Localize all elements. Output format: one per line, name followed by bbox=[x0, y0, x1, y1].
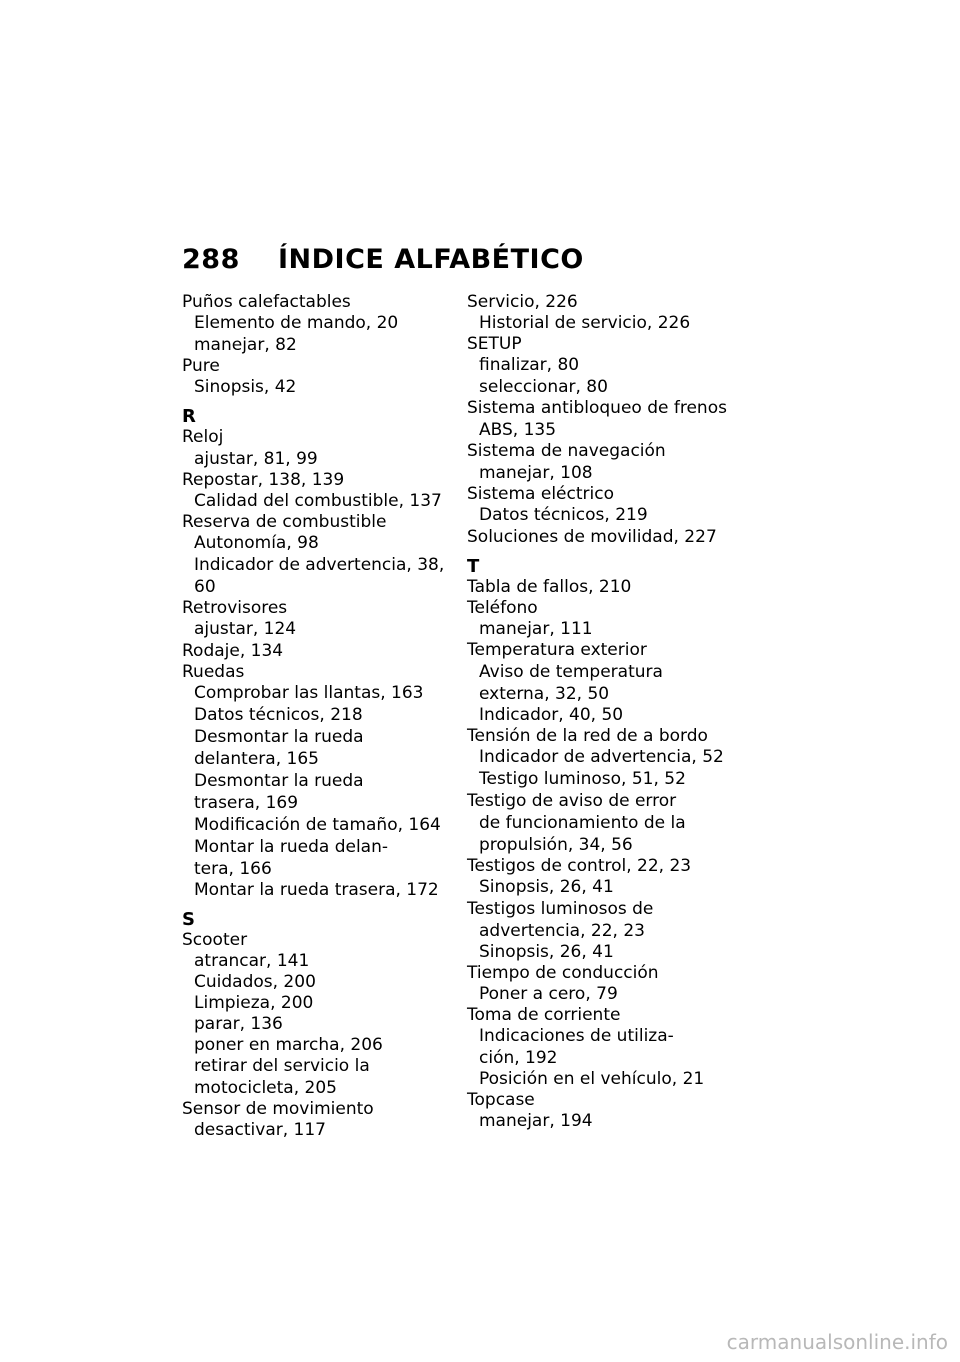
index-subentry: finalizar, 80 bbox=[479, 355, 580, 375]
index-subentry: parar, 136 bbox=[194, 1014, 283, 1034]
index-subentry: Datos técnicos, 219 bbox=[479, 505, 648, 525]
index-entry: Testigos de control, 22, 23 bbox=[467, 856, 692, 876]
index-entry: Reserva de combustible bbox=[182, 512, 387, 532]
index-subentry: externa, 32, 50 bbox=[479, 684, 610, 704]
index-subentry: Limpieza, 200 bbox=[194, 993, 314, 1013]
index-subentry: Sinopsis, 26, 41 bbox=[479, 877, 614, 897]
index-entry: Soluciones de movilidad, 227 bbox=[467, 527, 717, 547]
index-subentry: seleccionar, 80 bbox=[479, 377, 608, 397]
index-subentry: Sinopsis, 26, 41 bbox=[479, 942, 614, 962]
index-subentry: manejar, 111 bbox=[479, 619, 593, 639]
index-subentry: Autonomía, 98 bbox=[194, 533, 319, 553]
index-subentry: de funcionamiento de la bbox=[479, 813, 686, 833]
index-column-right bbox=[467, 292, 737, 1132]
index-entry: Rodaje, 134 bbox=[182, 641, 284, 661]
index-entry: Retrovisores bbox=[182, 598, 288, 618]
index-subentry: Indicador de advertencia, 52 bbox=[479, 747, 724, 767]
index-section-letter: R bbox=[182, 406, 196, 427]
index-subentry: retirar del servicio la bbox=[194, 1056, 370, 1076]
index-subentry: advertencia, 22, 23 bbox=[479, 921, 645, 941]
index-entry: Testigo de aviso de error bbox=[467, 791, 677, 811]
index-entry: SETUP bbox=[467, 334, 522, 354]
index-subentry: Desmontar la rueda bbox=[194, 771, 364, 791]
page-header bbox=[182, 244, 584, 275]
page-number: 288 bbox=[182, 244, 240, 275]
index-subentry: manejar, 194 bbox=[479, 1111, 593, 1131]
index-subentry: manejar, 108 bbox=[479, 463, 593, 483]
index-subentry: Indicaciones de utiliza- bbox=[479, 1026, 674, 1046]
index-entry: Toma de corriente bbox=[467, 1005, 621, 1025]
index-subentry: Modificación de tamaño, 164 bbox=[194, 815, 441, 835]
index-subentry: motocicleta, 205 bbox=[194, 1078, 337, 1098]
watermark: carmanualsonline.info bbox=[726, 1330, 948, 1354]
index-subentry: Aviso de temperatura bbox=[479, 662, 663, 682]
index-subentry: Sinopsis, 42 bbox=[194, 377, 297, 397]
index-entry: Repostar, 138, 139 bbox=[182, 470, 345, 490]
index-entry: Reloj bbox=[182, 427, 224, 447]
index-entry: Tiempo de conducción bbox=[467, 963, 659, 983]
index-entry: Ruedas bbox=[182, 662, 245, 682]
index-subentry: ajustar, 124 bbox=[194, 619, 297, 639]
index-subentry: Cuidados, 200 bbox=[194, 972, 316, 992]
index-subentry: propulsión, 34, 56 bbox=[479, 835, 633, 855]
index-subentry: Calidad del combustible, 137 bbox=[194, 491, 442, 511]
index-section-letter: S bbox=[182, 909, 195, 930]
index-subentry: trasera, 169 bbox=[194, 793, 299, 813]
index-subentry: Indicador de advertencia, 38, bbox=[194, 555, 445, 575]
index-subentry: manejar, 82 bbox=[194, 335, 297, 355]
index-subentry: Montar la rueda trasera, 172 bbox=[194, 880, 439, 900]
index-subentry: Testigo luminoso, 51, 52 bbox=[479, 769, 686, 789]
index-entry: Tabla de fallos, 210 bbox=[467, 577, 632, 597]
index-subentry: ABS, 135 bbox=[479, 420, 557, 440]
index-entry: Temperatura exterior bbox=[467, 640, 647, 660]
index-entry: Servicio, 226 bbox=[467, 292, 578, 312]
index-entry: Teléfono bbox=[467, 598, 538, 618]
index-section-letter: T bbox=[467, 556, 480, 577]
index-entry: Testigos luminosos de bbox=[467, 899, 654, 919]
index-entry: Tensión de la red de a bordo bbox=[467, 726, 708, 746]
index-subentry: ajustar, 81, 99 bbox=[194, 449, 318, 469]
index-subentry: Posición en el vehículo, 21 bbox=[479, 1069, 705, 1089]
index-entry: Topcase bbox=[467, 1090, 535, 1110]
index-subentry: tera, 166 bbox=[194, 859, 272, 879]
index-subentry: desactivar, 117 bbox=[194, 1120, 326, 1140]
index-subentry: delantera, 165 bbox=[194, 749, 319, 769]
index-subentry: Montar la rueda delan- bbox=[194, 837, 388, 857]
index-subentry: atrancar, 141 bbox=[194, 951, 310, 971]
index-subentry: Poner a cero, 79 bbox=[479, 984, 618, 1004]
index-entry: Puños calefactables bbox=[182, 292, 351, 312]
index-entry: Pure bbox=[182, 356, 220, 376]
index-subentry: Historial de servicio, 226 bbox=[479, 313, 691, 333]
index-subentry: 60 bbox=[194, 577, 216, 597]
index-entry: Sistema eléctrico bbox=[467, 484, 614, 504]
index-subentry: Desmontar la rueda bbox=[194, 727, 364, 747]
page-title: ÍNDICE ALFABÉTICO bbox=[278, 244, 584, 275]
index-entry: Sensor de movimiento bbox=[182, 1099, 374, 1119]
index-entry: Sistema de navegación bbox=[467, 441, 666, 461]
index-subentry: ción, 192 bbox=[479, 1048, 558, 1068]
index-subentry: poner en marcha, 206 bbox=[194, 1035, 383, 1055]
index-subentry: Indicador, 40, 50 bbox=[479, 705, 624, 725]
index-subentry: Elemento de mando, 20 bbox=[194, 313, 399, 333]
index-entry: Scooter bbox=[182, 930, 248, 950]
index-entry: Sistema antibloqueo de frenos bbox=[467, 398, 727, 418]
index-column-left bbox=[182, 292, 452, 1141]
index-subentry: Datos técnicos, 218 bbox=[194, 705, 363, 725]
index-subentry: Comprobar las llantas, 163 bbox=[194, 683, 424, 703]
